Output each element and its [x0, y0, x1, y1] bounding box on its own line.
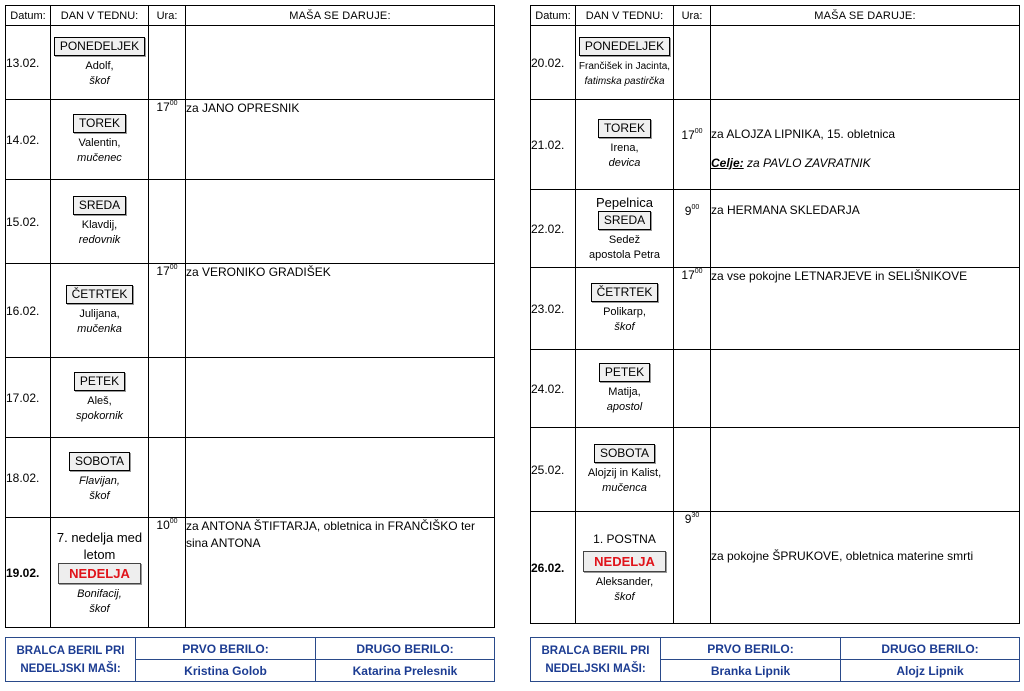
second-reading-header: DRUGO BERILO:	[841, 638, 1020, 660]
mass-cell	[186, 180, 495, 264]
mass-intention: za vse pokojne LETNARJEVE in SELIŠNIKOVE	[711, 269, 968, 283]
day-label: SOBOTA	[594, 444, 655, 463]
schedule-week-2	[530, 5, 1020, 624]
mass-cell	[711, 428, 1020, 512]
time-cell	[674, 100, 711, 190]
day-cell	[51, 438, 149, 518]
saint-name: Klavdij,	[81, 218, 118, 231]
saint-title: mučenec	[77, 151, 122, 164]
saint-name: Bonifacij,	[77, 587, 122, 600]
day-label: PETEK	[74, 372, 125, 391]
sunday-note: 1. POSTNA	[593, 531, 656, 546]
time-cell	[149, 264, 186, 358]
day-cell	[576, 350, 674, 428]
table-row	[6, 358, 495, 438]
day-label: NEDELJA	[58, 563, 141, 584]
time-cell	[674, 512, 711, 624]
saint-title: škof	[614, 320, 635, 333]
saint-title: spokornik	[75, 409, 124, 422]
saint-title: fatimska pastirčka	[584, 75, 665, 87]
date-cell: 21.02.	[531, 100, 576, 190]
date-cell: 25.02.	[531, 428, 576, 512]
time-cell	[674, 190, 711, 268]
time-cell	[149, 26, 186, 100]
date-cell: 24.02.	[531, 350, 576, 428]
time-hour: 17	[156, 264, 170, 278]
day-cell	[51, 518, 149, 628]
time-hour: 9	[684, 204, 692, 218]
mass-intention: za ANTONA ŠTIFTARJA, obletnica in FRANČIŠKO ter sina ANTONA	[186, 519, 475, 550]
saint-name: Aleš,	[87, 394, 112, 407]
day-cell	[576, 512, 674, 624]
day-label: NEDELJA	[583, 551, 666, 572]
mass-cell	[711, 26, 1020, 100]
saint-name: Alojzij in Kalist,	[587, 466, 662, 479]
second-reading-header: DRUGO BERILO:	[316, 638, 495, 660]
time-cell	[674, 268, 711, 350]
first-reading-header: PRVO BERILO:	[661, 638, 841, 660]
mass-cell	[186, 518, 495, 628]
day-note: Pepelnica	[595, 195, 654, 210]
saint-title: škof	[89, 489, 110, 502]
saint-title: škof	[89, 602, 110, 615]
sunday-note: 7. nedelja med letom	[56, 529, 143, 562]
day-label: ČETRTEK	[591, 283, 659, 302]
time-cell	[674, 350, 711, 428]
date-cell: 22.02.	[531, 190, 576, 268]
day-label: ČETRTEK	[66, 285, 134, 304]
time-hour: 17	[156, 100, 170, 114]
table-row	[531, 512, 1020, 624]
day-cell	[576, 268, 674, 350]
saint-title: apostola Petra	[589, 249, 660, 261]
time-minute: 00	[694, 268, 703, 275]
table-row	[531, 428, 1020, 512]
time-cell	[674, 428, 711, 512]
time-minute: 00	[169, 100, 178, 107]
time-cell	[149, 180, 186, 264]
date-cell: 14.02.	[6, 100, 51, 180]
saint-title: redovnik	[78, 233, 121, 246]
day-label: SOBOTA	[69, 452, 130, 471]
saint-title: devica	[608, 156, 641, 169]
day-label: PONEDELJEK	[579, 37, 670, 56]
time-cell	[149, 100, 186, 180]
header-mass: MAŠA SE DARUJE:	[186, 6, 495, 26]
mass-intention: za HERMANA SKLEDARJA	[711, 203, 860, 217]
header-day: DAN V TEDNU:	[51, 6, 149, 26]
header-date: Datum:	[531, 6, 576, 26]
date-cell: 17.02.	[6, 358, 51, 438]
celje-label: Celje:	[711, 156, 744, 170]
time-cell	[149, 438, 186, 518]
day-label: TOREK	[73, 114, 126, 133]
time-minute: 00	[169, 518, 178, 525]
header-day: DAN V TEDNU:	[576, 6, 674, 26]
saint-title: mučenca	[602, 481, 647, 494]
saint-title: škof	[614, 590, 635, 603]
mass-cell	[186, 100, 495, 180]
date-cell: 20.02.	[531, 26, 576, 100]
day-cell	[51, 358, 149, 438]
table-row	[6, 438, 495, 518]
saint-name: Frančišek in Jacinta,	[578, 60, 671, 72]
celje-intention	[711, 155, 1019, 172]
mass-intention: za JANO OPRESNIK	[186, 101, 300, 115]
saint-name: Adolf,	[85, 59, 114, 72]
time-minute: 30	[691, 512, 700, 519]
mass-intention: za ALOJZA LIPNIKA, 15. obletnica	[711, 127, 896, 141]
readers-table-week-1	[5, 637, 495, 682]
saint-title: apostol	[606, 400, 643, 413]
mass-cell	[711, 100, 1020, 190]
day-cell	[51, 180, 149, 264]
day-label: SREDA	[73, 196, 126, 215]
date-cell: 26.02.	[531, 512, 576, 624]
saint-name: Matija,	[608, 385, 641, 398]
day-label: PETEK	[599, 363, 650, 382]
second-reader-name: Alojz Lipnik	[841, 660, 1020, 682]
celje-text: za PAVLO ZAVRATNIK	[747, 156, 871, 170]
header-date: Datum:	[6, 6, 51, 26]
day-cell	[576, 190, 674, 268]
time-minute: 00	[169, 264, 178, 271]
date-cell: 19.02.	[6, 518, 51, 628]
header-time: Ura:	[674, 6, 711, 26]
mass-cell	[711, 268, 1020, 350]
time-minute: 00	[694, 128, 703, 135]
time-hour: 17	[681, 128, 695, 142]
first-reader-name: Branka Lipnik	[661, 660, 841, 682]
first-reader-name: Kristina Golob	[136, 660, 316, 682]
date-cell: 16.02.	[6, 264, 51, 358]
table-row	[6, 100, 495, 180]
mass-cell	[711, 350, 1020, 428]
table-row	[531, 268, 1020, 350]
header-row	[531, 6, 1020, 26]
date-cell: 15.02.	[6, 180, 51, 264]
day-cell	[51, 264, 149, 358]
table-row	[6, 180, 495, 264]
second-reader-name: Katarina Prelesnik	[316, 660, 495, 682]
time-hour: 17	[681, 268, 695, 282]
saint-title: škof	[89, 74, 110, 87]
mass-cell	[186, 438, 495, 518]
day-label: SREDA	[598, 211, 651, 230]
saint-name: Irena,	[610, 141, 639, 154]
day-cell	[576, 26, 674, 100]
table-row	[531, 350, 1020, 428]
header-mass: MAŠA SE DARUJE:	[711, 6, 1020, 26]
mass-intention: za VERONIKO GRADIŠEK	[186, 265, 331, 279]
readers-label: BRALCA BERIL PRI NEDELJSKI MAŠI:	[6, 638, 136, 682]
saint-name: Flavijan,	[79, 474, 120, 487]
day-cell	[51, 100, 149, 180]
time-cell	[149, 358, 186, 438]
saint-name: Polikarp,	[603, 305, 646, 318]
schedule-week-1	[5, 5, 495, 628]
mass-cell	[186, 26, 495, 100]
table-row	[6, 264, 495, 358]
mass-cell	[711, 190, 1020, 268]
saint-name: Valentin,	[78, 136, 121, 149]
day-label: TOREK	[598, 119, 651, 138]
mass-cell	[711, 512, 1020, 624]
time-minute: 00	[691, 204, 700, 211]
readers-table-week-2	[530, 637, 1020, 682]
table-row	[531, 190, 1020, 268]
table-row	[6, 518, 495, 628]
time-cell	[674, 26, 711, 100]
header-row	[6, 6, 495, 26]
saint-name: Aleksander,	[595, 575, 654, 588]
time-cell	[149, 518, 186, 628]
saint-name: Sedež	[608, 234, 641, 246]
schedule-table	[5, 5, 495, 628]
mass-intention: za pokojne ŠPRUKOVE, obletnica materine smrti	[711, 549, 974, 563]
date-cell: 13.02.	[6, 26, 51, 100]
day-cell	[576, 100, 674, 190]
time-hour: 10	[156, 518, 170, 532]
header-time: Ura:	[149, 6, 186, 26]
table-row	[531, 26, 1020, 100]
first-reading-header: PRVO BERILO:	[136, 638, 316, 660]
date-cell: 23.02.	[531, 268, 576, 350]
table-row	[531, 100, 1020, 190]
saint-title: mučenka	[77, 322, 122, 335]
saint-name: Julijana,	[79, 307, 120, 320]
day-cell	[576, 428, 674, 512]
table-row	[6, 26, 495, 100]
mass-cell	[186, 358, 495, 438]
mass-cell	[186, 264, 495, 358]
time-hour: 9	[684, 512, 692, 526]
readers-label: BRALCA BERIL PRI NEDELJSKI MAŠI:	[531, 638, 661, 682]
schedule-table	[530, 5, 1020, 624]
day-cell	[51, 26, 149, 100]
day-label: PONEDELJEK	[54, 37, 145, 56]
date-cell: 18.02.	[6, 438, 51, 518]
